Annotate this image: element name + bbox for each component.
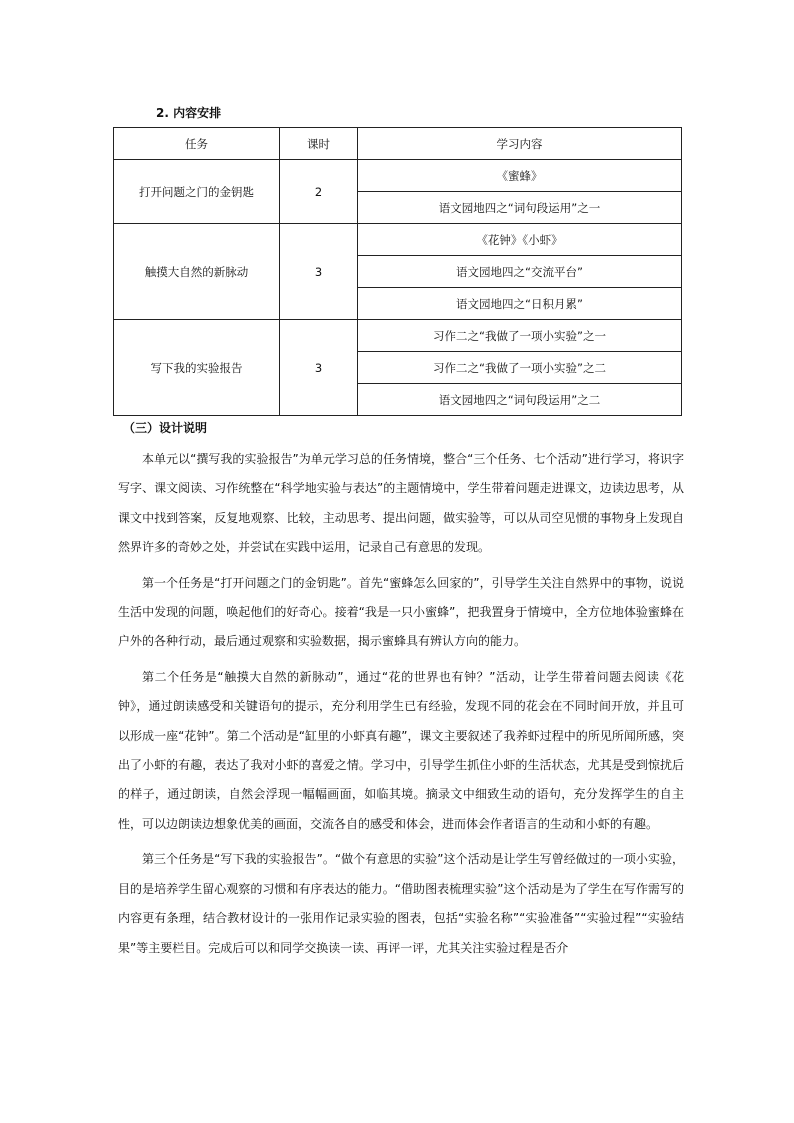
table-row <box>114 224 682 256</box>
content-cell: 语文园地四之“交流平台” <box>358 256 682 288</box>
paragraph: 第二个任务是“触摸大自然的新脉动”，通过“花的世界也有钟？”活动，让学生带着问题去阅读《花钟》，通过朗读感受和关键语句的提示，充分利用学生已有经验，发现不同的花会在不同时间开放，并且可以形成一座“花钟”。第二个活动是“缸里的小虾真有趣”，课文主要叙述了我养虾过程中的所见所闻所感，突出了小虾的有趣，表达了我对小虾的喜爱之情。学习中，引导学生抓住小虾的生活状态，尤其是受到惊扰后的样子，通过朗读，自然会浮现一幅幅画面，如临其境。摘录文中细致生动的语句，充分发挥学生的自主性，可以边朗读边想象优美的画面，交流各自的感受和体会，进而体会作者语言的生动和小虾的有趣。 <box>118 669 684 831</box>
content-cell: 习作二之“我做了一项小实验”之一 <box>358 320 682 352</box>
task-cell: 触摸大自然的新脉动 <box>114 224 280 320</box>
hours-cell: 3 <box>280 320 358 416</box>
content-cell: 语文园地四之“词句段运用”之二 <box>358 384 682 416</box>
content-cell: 习作二之“我做了一项小实验”之二 <box>358 352 682 384</box>
content-cell: 《蜜蜂》 <box>358 160 682 192</box>
hours-cell: 3 <box>280 224 358 320</box>
paragraph: 第一个任务是“打开问题之门的金钥匙”。首先“蜜蜂怎么回家的”，引导学生关注自然界中的事物，说说生活中发现的问题，唤起他们的好奇心。接着“我是一只小蜜蜂”，把我置身于情境中，全方位地体验蜜蜂在户外的各种行动，最后通过观察和实验数据，揭示蜜蜂具有辨认方向的能力。 <box>118 575 684 649</box>
hours-cell: 2 <box>280 160 358 224</box>
content-cell: 语文园地四之“词句段运用”之一 <box>358 192 682 224</box>
design-notes-body <box>118 445 684 969</box>
task-cell: 写下我的实验报告 <box>114 320 280 416</box>
task-cell: 打开问题之门的金钥匙 <box>114 160 280 224</box>
paragraph: 本单元以“撰写我的实验报告”为单元学习总的任务情境，整合“三个任务、七个活动”进行学习，将识字写字、课文阅读、习作统整在“科学地实验与表达”的主题情境中，学生带着问题走进课文，边读边思考，从课文中找到答案，反复地观察、比较，主动思考、提出问题，做实验等，可以从司空见惯的事物身上发现自然界许多的奇妙之处，并尝试在实践中运用，记录自己有意思的发现。 <box>118 452 684 555</box>
header-content: 学习内容 <box>358 128 682 160</box>
header-hours: 课时 <box>280 128 358 160</box>
content-cell: 语文园地四之“日积月累” <box>358 288 682 320</box>
table-row <box>114 320 682 352</box>
header-task: 任务 <box>114 128 280 160</box>
content-cell: 《花钟》《小虾》 <box>358 224 682 256</box>
table-header-row <box>114 128 682 160</box>
section-title-design-notes: （三）设计说明 <box>123 421 208 435</box>
section-heading-content-arrangement: 2. 内容安排 <box>156 106 222 120</box>
content-arrangement-table <box>113 127 682 416</box>
paragraph: 第三个任务是“写下我的实验报告”。“做个有意思的实验”这个活动是让学生写曾经做过的一项小实验，目的是培养学生留心观察的习惯和有序表达的能力。“借助图表梳理实验”这个活动是为了学生在写作需写的内容更有条理，结合教材设计的一张用作记录实验的图表，包括“实验名称”“实验准备”“实验过程”“实验结果”等主要栏目。完成后可以和同学交换读一读、再评一评，尤其关注实验过程是否介 <box>118 852 684 955</box>
table-row <box>114 160 682 192</box>
